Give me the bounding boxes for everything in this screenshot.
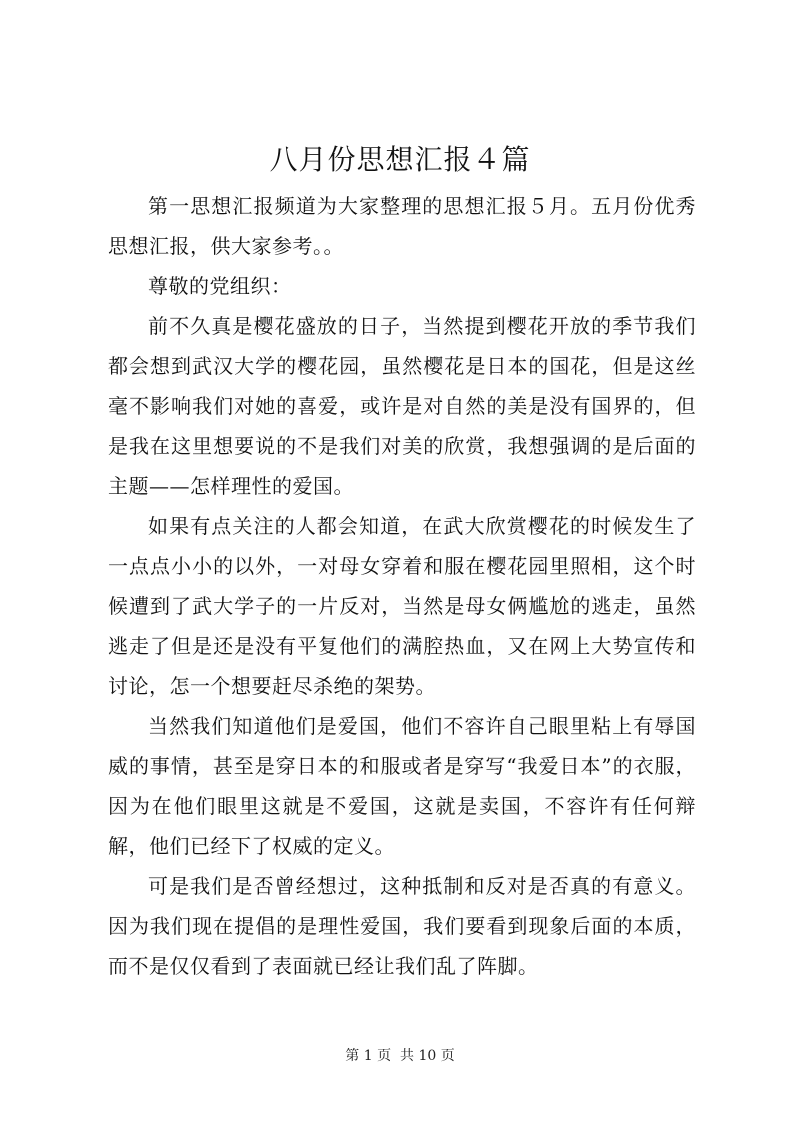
document-body bbox=[108, 186, 696, 986]
paragraph-cherry-blossom: 前不久真是樱花盛放的日子，当然提到樱花开放的季节我们都会想到武汉大学的樱花园，虽然樱花是日本的国花，但是这丝毫不影响我们对她的喜爱，或许是对自然的美是没有国界的，但是我在这里想要说的不是我们对美的欣赏，我想强调的是后面的主题——怎样理性的爱国。 bbox=[108, 314, 696, 498]
paragraph-salutation: 尊敬的党组织： bbox=[148, 274, 292, 298]
paragraph-reflection: 可是我们是否曾经想过，这种抵制和反对是否真的有意义。因为我们现在提倡的是理性爱国，我们要看到现象后面的本质，而不是仅仅看到了表面就已经让我们乱了阵脚。 bbox=[108, 874, 696, 978]
page-footer: 第 1 页 共 10 页 bbox=[345, 1048, 455, 1064]
paragraph-incident: 如果有点关注的人都会知道，在武大欣赏樱花的时候发生了一点点小小的以外，一对母女穿着和服在樱花园里照相，这个时候遭到了武大学子的一片反对，当然是母女俩尴尬的逃走，虽然逃走了但是还是没有平复他们的满腔热血，又在网上大势宣传和讨论，怎一个想要赶尽杀绝的架势。 bbox=[108, 514, 696, 698]
paragraph-patriotism: 当然我们知道他们是爱国，他们不容许自己眼里粘上有辱国威的事情，甚至是穿日本的和服或者是穿写“我爱日本”的衣服，因为在他们眼里这就是不爱国，这就是卖国，不容许有任何辩解，他们已经下了权威的定义。 bbox=[108, 714, 696, 858]
paragraph-intro: 第一思想汇报频道为大家整理的思想汇报５月。五月份优秀思想汇报，供大家参考。。 bbox=[108, 194, 696, 258]
document-title: 八月份思想汇报４篇 bbox=[269, 143, 531, 176]
